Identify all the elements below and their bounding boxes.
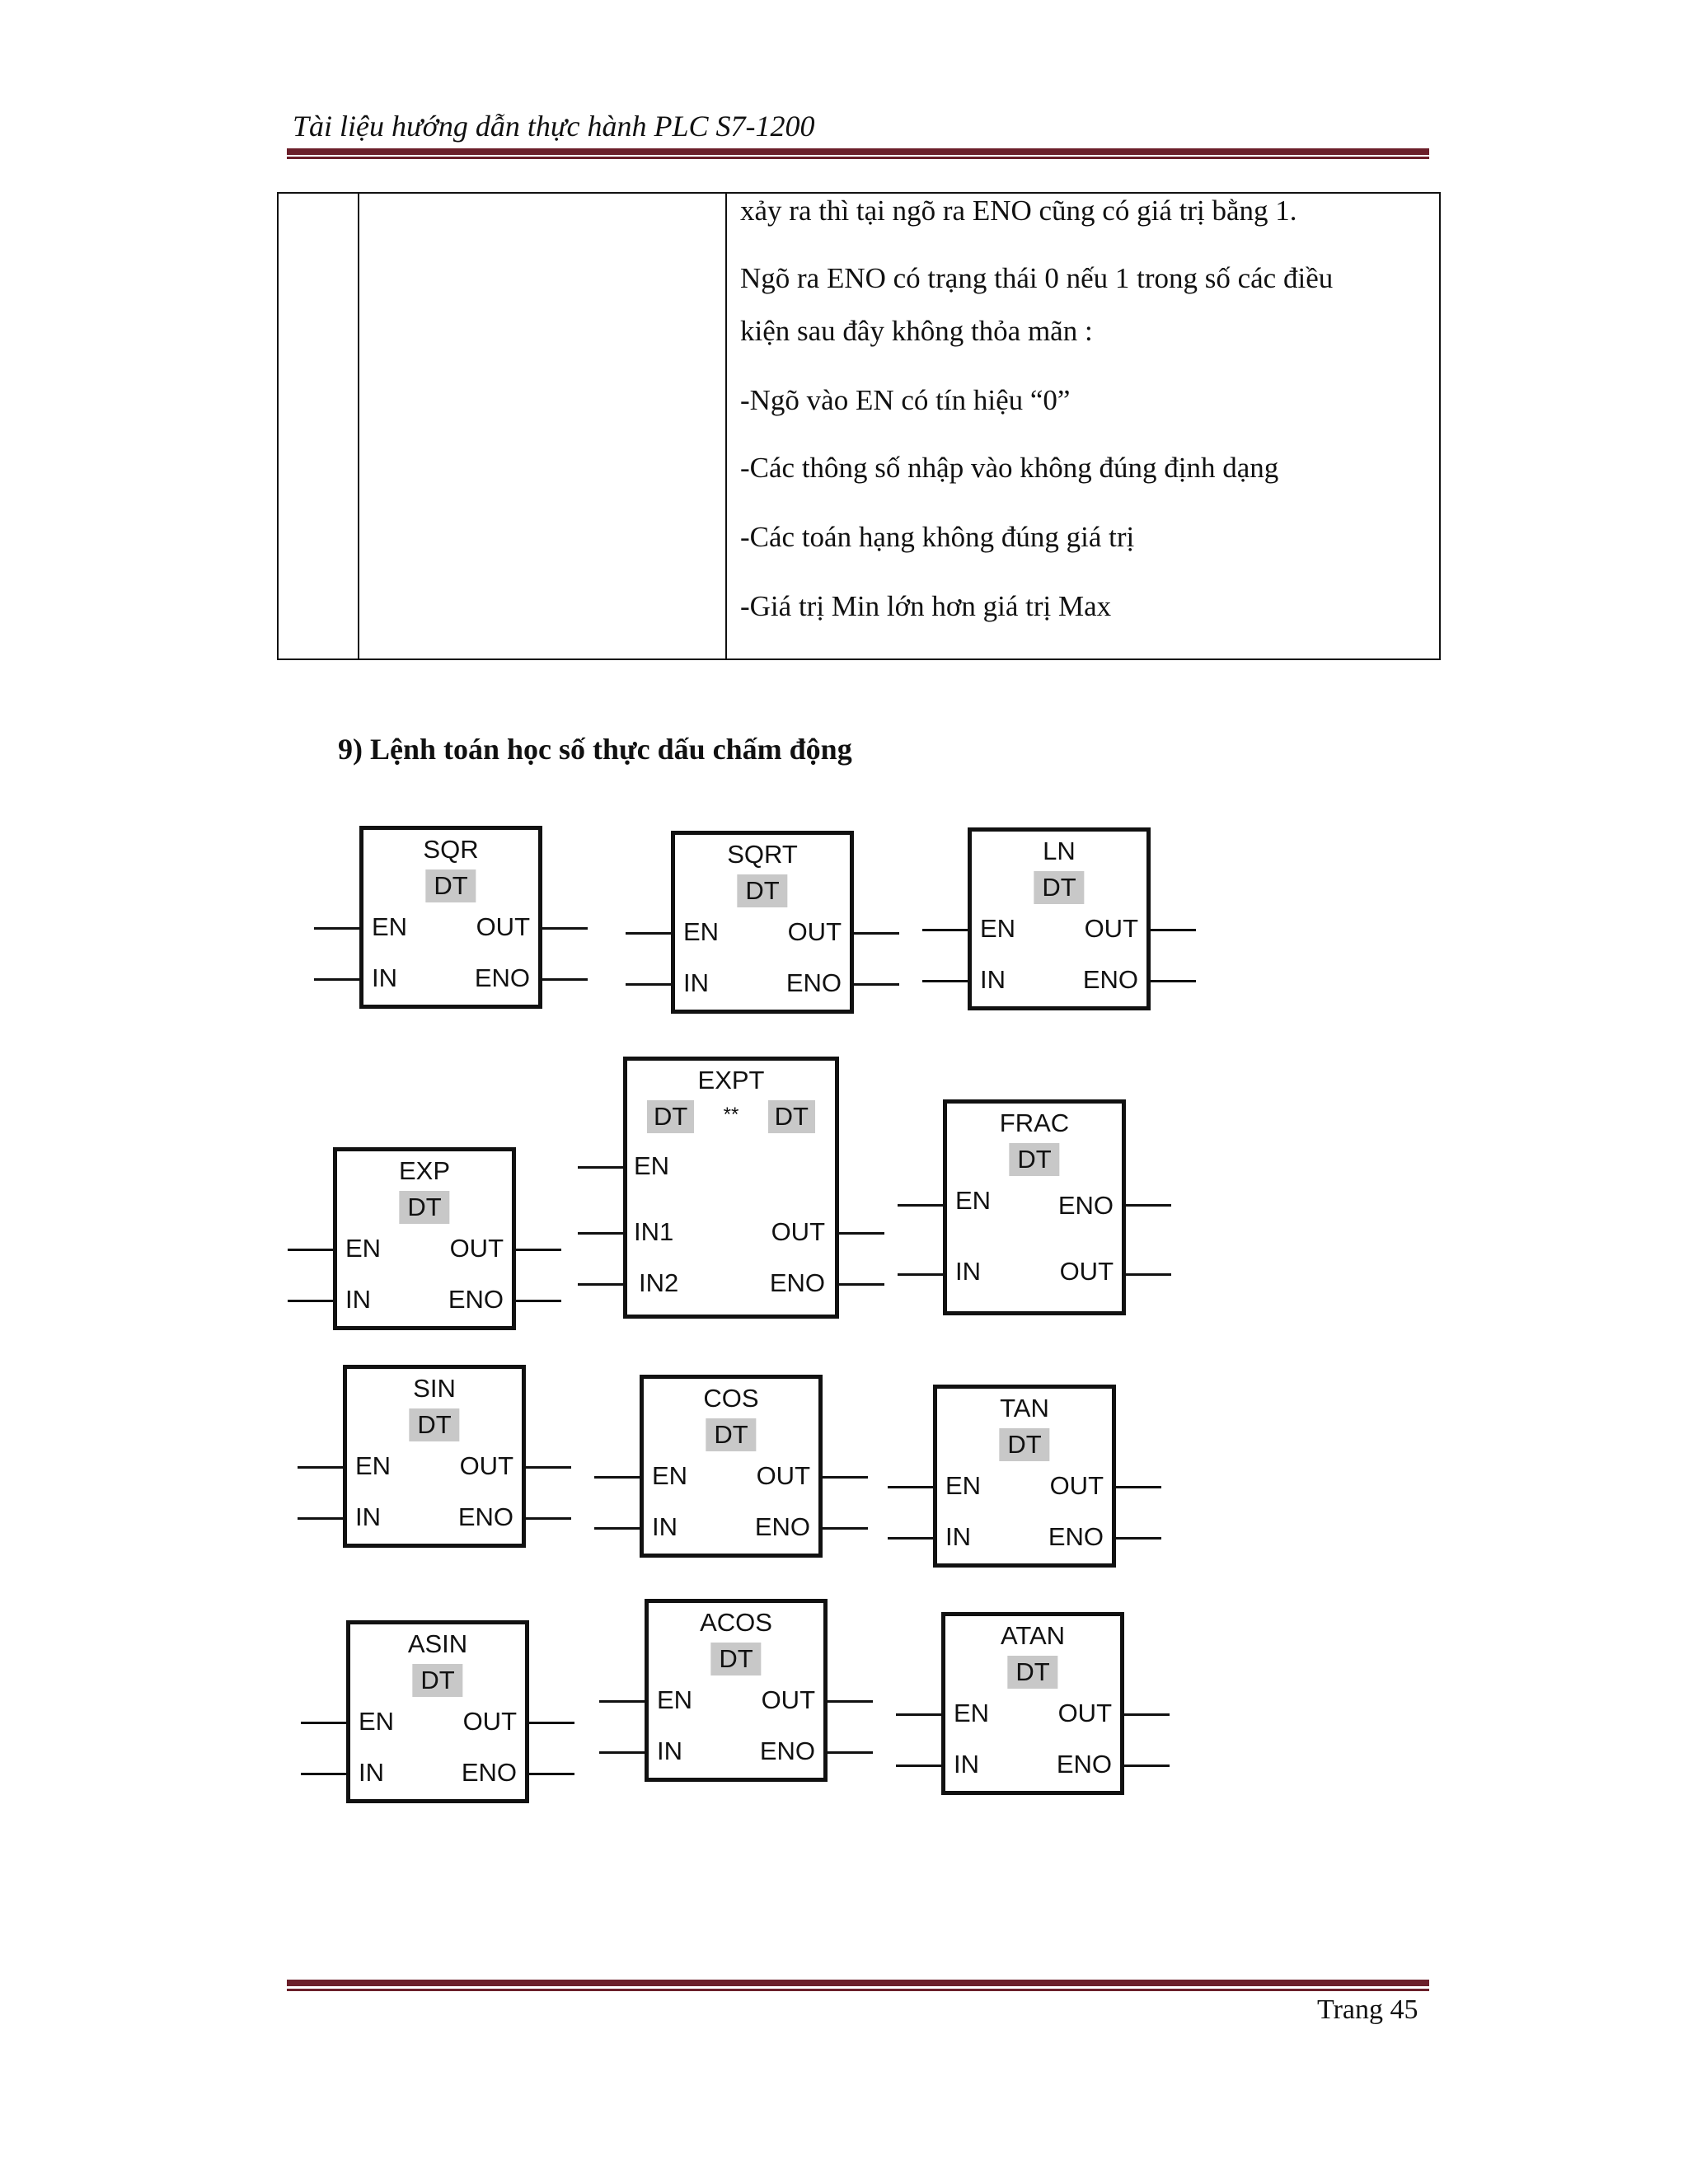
block-type: DT	[1007, 1656, 1057, 1689]
pin-en: EN	[634, 1151, 670, 1180]
tan-block	[933, 1385, 1116, 1568]
header-rule-thick	[287, 148, 1429, 155]
sqrt-block	[671, 831, 854, 1014]
pin-out: OUT	[761, 1685, 815, 1714]
wire	[854, 983, 899, 986]
pin-in: IN	[355, 1502, 381, 1531]
asin-block	[346, 1620, 529, 1803]
pin-en: EN	[683, 917, 720, 946]
wire	[1124, 1713, 1170, 1716]
wire	[1124, 1765, 1170, 1767]
footer-rule-thin	[287, 1989, 1429, 1991]
block-type: DT	[399, 1191, 449, 1224]
pin-eno: ENO	[769, 1268, 825, 1297]
block-name: EXPT	[697, 1066, 765, 1094]
wire	[578, 1283, 623, 1286]
wire	[526, 1517, 571, 1520]
pin-eno: ENO	[474, 963, 530, 992]
pin-eno: ENO	[1057, 1191, 1114, 1220]
pin-in: IN	[954, 1750, 979, 1779]
wire	[896, 1765, 941, 1767]
pin-en: EN	[372, 912, 408, 941]
exp-block	[333, 1147, 516, 1330]
wire	[578, 1232, 623, 1235]
pin-eno: ENO	[448, 1285, 504, 1314]
wire	[529, 1722, 574, 1724]
pin-out: OUT	[1059, 1257, 1114, 1286]
block-type: DT	[412, 1664, 462, 1697]
pin-in: IN	[652, 1512, 678, 1541]
wire	[516, 1249, 561, 1251]
wire	[839, 1232, 884, 1235]
wire	[922, 929, 968, 931]
pin-in: IN	[683, 968, 709, 997]
wire	[314, 927, 359, 930]
atan-block	[941, 1612, 1124, 1795]
pin-eno: ENO	[759, 1736, 815, 1765]
sin-block	[343, 1365, 526, 1548]
header-title: Tài liệu hướng dẫn thực hành PLC S7-1200	[293, 110, 815, 143]
pin-out: OUT	[771, 1217, 825, 1246]
pin-out: OUT	[756, 1461, 810, 1490]
block-name: ASIN	[407, 1629, 468, 1658]
wire	[1116, 1537, 1161, 1540]
wire	[516, 1300, 561, 1302]
wire	[1116, 1486, 1161, 1488]
wire	[626, 932, 671, 935]
table-line: kiện sau đây không thỏa mãn :	[740, 315, 1093, 347]
table-line: -Ngõ vào EN có tín hiệu “0”	[740, 384, 1071, 416]
acos-block	[645, 1599, 828, 1782]
wire	[314, 978, 359, 981]
pin-in: IN	[980, 965, 1006, 994]
table-line: xảy ra thì tại ngõ ra ENO cũng có giá trị bằng 1.	[740, 194, 1297, 227]
table-line: -Các thông số nhập vào không đúng định dạng	[740, 452, 1279, 484]
wire	[599, 1700, 645, 1703]
wire	[839, 1283, 884, 1286]
block-type: DT	[409, 1408, 459, 1441]
pin-en: EN	[345, 1234, 382, 1263]
block-name: TAN	[1000, 1394, 1049, 1422]
pin-en: EN	[355, 1451, 392, 1480]
block-name: SQRT	[727, 840, 798, 869]
pin-in: IN	[955, 1257, 981, 1286]
wire	[288, 1300, 333, 1302]
wire	[823, 1476, 868, 1479]
pin-en: EN	[955, 1186, 992, 1215]
block-type: DT	[999, 1428, 1049, 1461]
wire	[898, 1273, 943, 1276]
ln-block	[968, 827, 1151, 1010]
section-heading: 9) Lệnh toán học số thực dấu chấm động	[338, 733, 852, 766]
block-name: ACOS	[700, 1608, 772, 1637]
block-type: DT	[710, 1643, 761, 1675]
pin-in: IN	[359, 1758, 384, 1787]
wire	[301, 1722, 346, 1724]
wire	[828, 1751, 873, 1754]
pin-en: EN	[954, 1699, 990, 1727]
block-name: COS	[703, 1384, 759, 1413]
wire	[594, 1476, 640, 1479]
pin-in1: IN1	[634, 1217, 674, 1246]
block-type: DT	[706, 1418, 756, 1451]
block-type: DT	[737, 874, 787, 907]
wire	[542, 927, 588, 930]
block-name: FRAC	[999, 1108, 1070, 1137]
sqr-block	[359, 826, 542, 1009]
pin-eno: ENO	[1056, 1750, 1112, 1779]
pin-en: EN	[657, 1685, 693, 1714]
wire	[578, 1166, 623, 1169]
wire	[626, 983, 671, 986]
pin-out: OUT	[459, 1451, 513, 1480]
expt-block	[623, 1057, 839, 1319]
pin-in: IN	[657, 1736, 682, 1765]
block-type: DT	[647, 1100, 694, 1133]
header-rule-thin	[287, 157, 1429, 159]
pin-out: OUT	[787, 917, 842, 946]
block-type: DT	[768, 1100, 815, 1133]
block-name: SIN	[413, 1374, 456, 1403]
block-type: DT	[1034, 871, 1084, 904]
wire	[542, 978, 588, 981]
block-name: EXP	[398, 1156, 451, 1185]
wire	[854, 932, 899, 935]
pin-out: OUT	[1057, 1699, 1112, 1727]
wire	[896, 1713, 941, 1716]
wire	[888, 1486, 933, 1488]
block-operator: **	[723, 1104, 739, 1126]
table-line: Ngõ ra ENO có trạng thái 0 nếu 1 trong số các điều	[740, 262, 1334, 294]
wire	[288, 1249, 333, 1251]
wire	[922, 980, 968, 982]
block-name: ATAN	[1000, 1621, 1066, 1650]
footer-rule-thick	[287, 1980, 1429, 1986]
pin-eno: ENO	[1082, 965, 1138, 994]
wire	[599, 1751, 645, 1754]
pin-in: IN	[945, 1522, 971, 1551]
pin-en: EN	[652, 1461, 688, 1490]
table-column-divider	[725, 194, 727, 658]
pin-out: OUT	[1084, 914, 1138, 943]
wire	[828, 1700, 873, 1703]
frac-block	[943, 1099, 1126, 1315]
pin-en: EN	[359, 1707, 395, 1736]
wire	[298, 1466, 343, 1469]
block-type: DT	[1009, 1143, 1059, 1176]
wire	[1126, 1273, 1171, 1276]
wire	[526, 1466, 571, 1469]
wire	[1151, 980, 1196, 982]
pin-in2: IN2	[639, 1268, 679, 1297]
cos-block	[640, 1375, 823, 1558]
block-name: SQR	[423, 835, 479, 864]
pin-out: OUT	[1049, 1471, 1104, 1500]
wire	[594, 1527, 640, 1530]
table-column-divider	[358, 194, 359, 658]
wire	[898, 1204, 943, 1207]
wire	[529, 1773, 574, 1775]
wire	[1126, 1204, 1171, 1207]
pin-out: OUT	[476, 912, 530, 941]
wire	[823, 1527, 868, 1530]
table-line: -Các toán hạng không đúng giá trị	[740, 521, 1135, 553]
pin-eno: ENO	[754, 1512, 810, 1541]
pin-out: OUT	[462, 1707, 517, 1736]
pin-en: EN	[980, 914, 1016, 943]
wire	[1151, 929, 1196, 931]
block-type: DT	[425, 869, 476, 902]
block-name: LN	[1043, 837, 1076, 865]
table-line: -Giá trị Min lớn hơn giá trị Max	[740, 590, 1112, 622]
wire	[298, 1517, 343, 1520]
pin-in: IN	[372, 963, 397, 992]
wire	[301, 1773, 346, 1775]
pin-eno: ENO	[457, 1502, 513, 1531]
pin-out: OUT	[449, 1234, 504, 1263]
pin-eno: ENO	[785, 968, 842, 997]
wire	[888, 1537, 933, 1540]
pin-en: EN	[945, 1471, 982, 1500]
page-number: Trang 45	[1317, 1994, 1418, 2025]
pin-eno: ENO	[1048, 1522, 1104, 1551]
pin-eno: ENO	[461, 1758, 517, 1787]
pin-in: IN	[345, 1285, 371, 1314]
